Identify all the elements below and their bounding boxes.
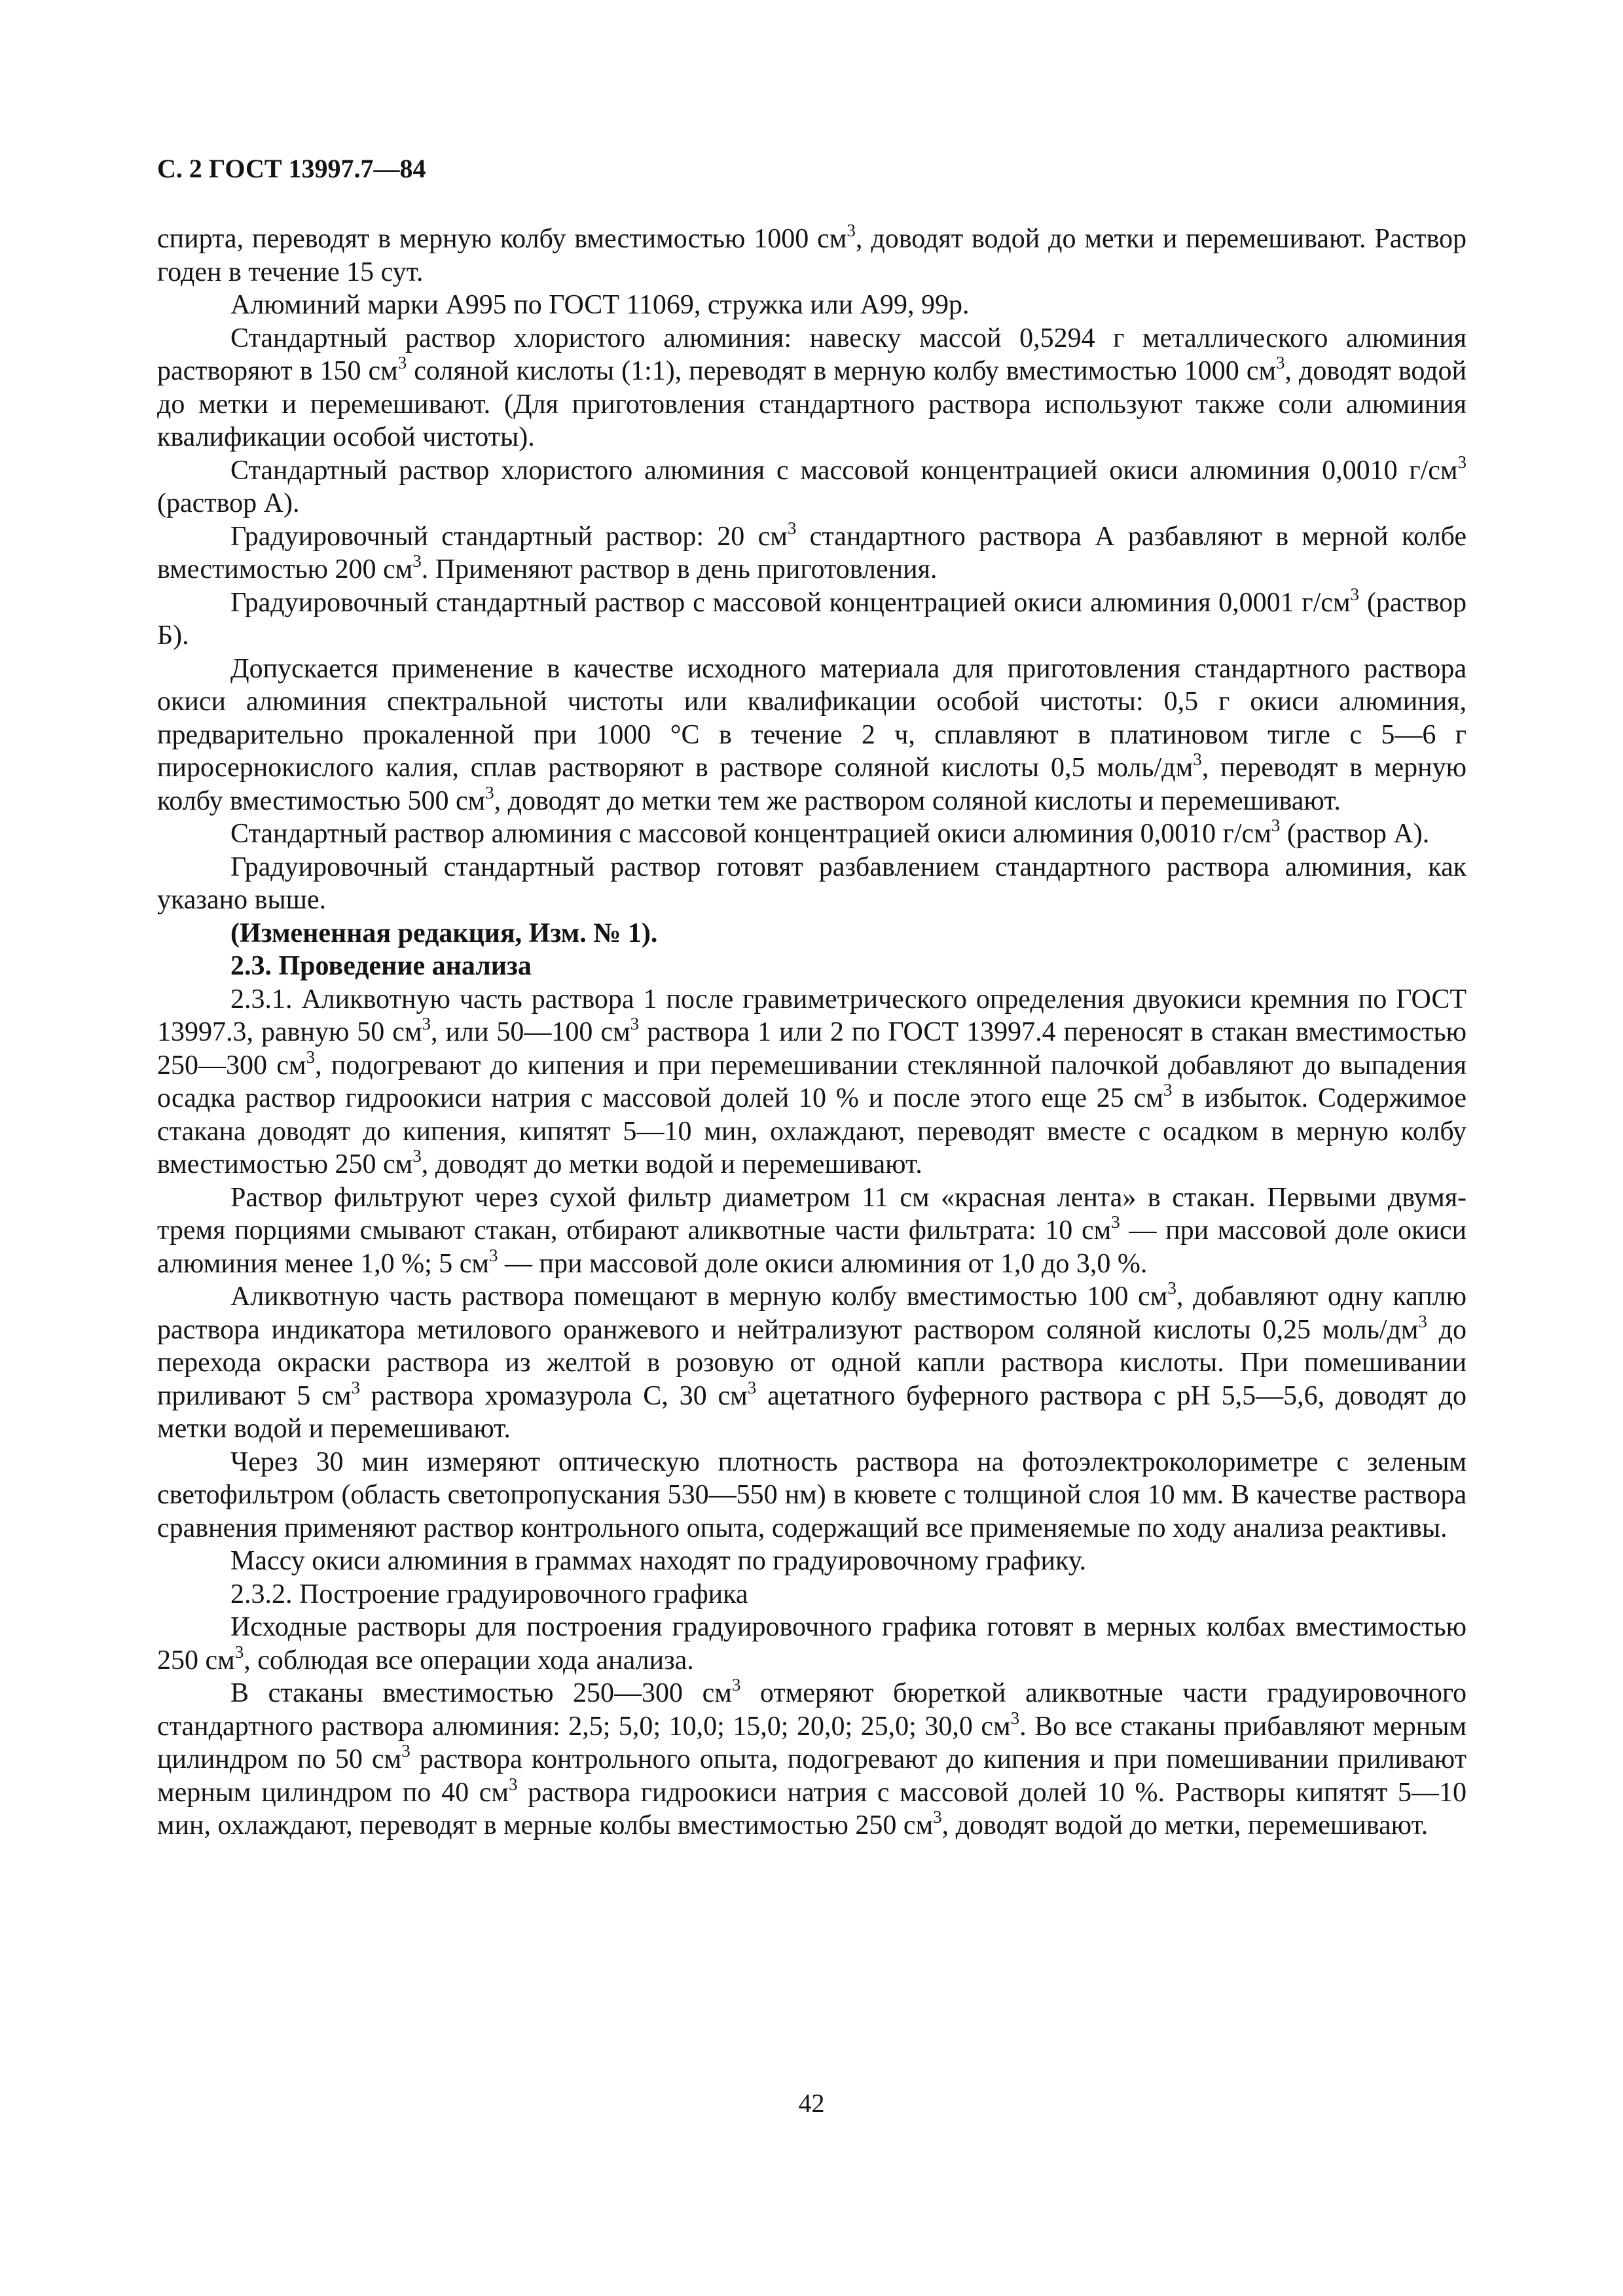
paragraph xyxy=(157,983,1467,1181)
superscript: 3 xyxy=(488,1245,498,1265)
superscript: 3 xyxy=(397,353,407,372)
paragraph xyxy=(157,817,1467,851)
paragraph-text: раствора 1 или 2 по ГОСТ 13997.4 переносят в стакан вместимостью 250—300 см xyxy=(157,1017,1467,1081)
superscript: 3 xyxy=(306,1047,316,1067)
paragraph-text: 2.3.2. Построение градуировочного графика xyxy=(230,1579,748,1609)
superscript: 3 xyxy=(1457,452,1467,472)
paragraph xyxy=(157,520,1467,586)
paragraph-text: Стандартный раствор хлористого алюминия с массовой концентрацией окиси алюминия 0,0010 г/см xyxy=(230,455,1458,486)
paragraph-text: Раствор фильтруют через сухой фильтр диаметром 11 см «красная лента» в стакан. Первыми двумя-тремя порциями смывают стакан, отбирают аликвотные части фильтрата: 10 см xyxy=(157,1182,1467,1246)
paragraph-text: , переводят в мерную колбу вместимостью 500 см xyxy=(157,753,1467,816)
superscript: 3 xyxy=(1193,749,1202,769)
superscript: 3 xyxy=(1271,816,1281,835)
superscript: 3 xyxy=(630,1014,640,1033)
superscript: 3 xyxy=(1163,1080,1173,1100)
paragraph-text: , добавляют одну каплю раствора индикатора метилового оранжевого и нейтрализуют раствором соляной кислоты 0,25 моль/дм xyxy=(157,1282,1467,1345)
body-text xyxy=(157,223,1467,1842)
paragraph xyxy=(157,454,1467,520)
running-header: С. 2 ГОСТ 13997.7—84 xyxy=(157,154,426,183)
page-number: 42 xyxy=(798,2089,825,2118)
paragraph-text: Стандартный раствор алюминия с массовой концентрацией окиси алюминия 0,0010 г/см xyxy=(230,819,1271,849)
superscript: 3 xyxy=(1350,584,1360,604)
superscript: 3 xyxy=(485,782,494,802)
paragraph-text: стандартного раствора А разбавляют в мерной колбе вместимостью 200 см xyxy=(157,521,1467,584)
superscript: 3 xyxy=(422,1014,431,1033)
paragraph-text: Аликвотную часть раствора помещают в мерную колбу вместимостью 100 см xyxy=(230,1282,1168,1312)
superscript: 3 xyxy=(1167,1278,1176,1298)
paragraph-text: (Измененная редакция, Изм. № 1). xyxy=(230,918,658,948)
paragraph-text: спирта, переводят в мерную колбу вместимостью 1000 см xyxy=(157,224,847,254)
superscript: 3 xyxy=(731,1675,741,1695)
paragraph-text: до перехода окраски раствора из желтой в розовую от одной капли раствора кислоты. При помешивании приливают 5 см xyxy=(157,1314,1467,1411)
paragraph xyxy=(157,1446,1467,1545)
paragraph-text: Алюминий марки А995 по ГОСТ 11069, стружка или А99, 99р. xyxy=(230,290,970,320)
paragraph-text: Градуировочный стандартный раствор с массовой концентрацией окиси алюминия 0,0001 г/см xyxy=(230,587,1351,618)
paragraph xyxy=(157,950,1467,983)
paragraph-text: , соблюдая все операции хода анализа. xyxy=(244,1645,694,1676)
paragraph-text: раствора контрольного опыта, подогревают до кипения и при помешивании приливают мерным цилиндром по 40 см xyxy=(157,1744,1467,1808)
paragraph-text: , доводят до метки водой и перемешивают. xyxy=(421,1149,922,1179)
paragraph-text: — при массовой доле окиси алюминия менее 1,0 %; 5 см xyxy=(157,1215,1467,1279)
paragraph-text: Исходные растворы для построения градуировочного графика готовят в мерных колбах вместимостью 250 см xyxy=(157,1612,1467,1676)
paragraph-text: В стаканы вместимостью 250—300 см xyxy=(230,1678,732,1708)
paragraph-text: (раствор Б). xyxy=(157,587,1467,651)
superscript: 3 xyxy=(1418,1311,1427,1331)
paragraph-text: Градуировочный стандартный раствор: 20 см xyxy=(230,521,788,552)
superscript: 3 xyxy=(1010,1708,1020,1728)
paragraph xyxy=(157,1280,1467,1446)
paragraph xyxy=(157,1578,1467,1611)
paragraph-text: , доводят водой до метки, перемешивают. xyxy=(941,1810,1429,1840)
paragraph-text: (раствор А). xyxy=(1280,819,1430,849)
paragraph xyxy=(157,1181,1467,1281)
paragraph-text: Через 30 мин измеряют оптическую плотность раствора на фотоэлектроколориметре с зеленым светофильтром (область светопропускания 530—550 нм) в кювете с толщиной слоя 10 мм. В качестве раствора сравнения применяют раствор контрольного опыта, содержащий все применяемые по ходу анализа реактивы. xyxy=(157,1446,1467,1543)
paragraph-text: соляной кислоты (1:1), переводят в мерную колбу вместимостью 1000 см xyxy=(407,356,1277,386)
paragraph-text: Градуировочный стандартный раствор готовят разбавлением стандартного раствора алюминия, как указано выше. xyxy=(157,852,1467,915)
paragraph-text: , доводят водой до метки и перемешивают. Раствор годен в течение 15 сут. xyxy=(157,224,1467,287)
paragraph-text: . Применяют раствор в день приготовления. xyxy=(421,554,938,584)
superscript: 3 xyxy=(787,518,797,538)
paragraph-text: ацетатного буферного раствора с рН 5,5—5,6, доводят до метки водой и перемешивают. xyxy=(157,1380,1467,1444)
superscript: 3 xyxy=(933,1807,942,1827)
superscript: 3 xyxy=(412,1146,422,1166)
superscript: 3 xyxy=(234,1641,244,1662)
paragraph-text: . Во все стаканы прибавляют мерным цилиндром по 50 см xyxy=(157,1711,1467,1774)
paragraph-text: Допускается применение в качестве исходного материала для приготовления стандартного раствора окиси алюминия спектральной чистоты или квалификации особой чистоты: 0,5 г окиси алюминия, предварительно прокаленной при 1000 °С в течение 2 ч, сплавляют в платиновом тигле с 5—6 г пиросернокислого калия, сплав растворяют в растворе соляной кислоты 0,5 моль/дм xyxy=(157,653,1467,783)
superscript: 3 xyxy=(509,1774,518,1794)
paragraph-text: в избыток. Содержимое стакана доводят до кипения, кипятят 5—10 мин, охлаждают, переводят вместе с осадком в мерную колбу вместимостью 250 см xyxy=(157,1083,1467,1179)
paragraph xyxy=(157,1545,1467,1578)
paragraph-text: Массу окиси алюминия в граммах находят по градуировочному графику. xyxy=(230,1546,1087,1576)
paragraph-text: 2.3. Проведение анализа xyxy=(230,951,532,981)
paragraph xyxy=(157,1611,1467,1677)
superscript: 3 xyxy=(412,551,422,571)
paragraph-text: раствора гидроокиси натрия с массовой долей 10 %. Растворы кипятят 5—10 мин, охлаждают, переводят в мерные колбы вместимостью 250 см xyxy=(157,1777,1467,1840)
paragraph-text: Стандартный раствор хлористого алюминия: навеску массой 0,5294 г металлического алюминия растворяют в 150 см xyxy=(157,323,1467,386)
paragraph xyxy=(157,1677,1467,1842)
paragraph xyxy=(157,289,1467,322)
paragraph-text: отмеряют бюреткой аликвотные части градуировочного стандартного раствора алюминия: 2,5; 5,0; 10,0; 15,0; 20,0; 25,0; 30,0 см xyxy=(157,1678,1467,1742)
superscript: 3 xyxy=(847,221,856,240)
paragraph-text: , подогревают до кипения и при перемешивании стеклянной палочкой добавляют до выпадения осадка раствор гидроокиси натрия с массовой долей 10 % и после этого еще 25 см xyxy=(157,1050,1467,1113)
paragraph-text: , или 50—100 см xyxy=(431,1017,630,1047)
paragraph-text: , доводят водой до метки и перемешивают. (Для приготовления стандартного раствора используют также соли алюминия квалификации особой чистоты). xyxy=(157,356,1467,452)
superscript: 3 xyxy=(401,1741,410,1761)
paragraph-text: (раствор А). xyxy=(157,488,300,518)
paragraph-text: раствора хромазурола С, 30 см xyxy=(359,1380,748,1411)
paragraph xyxy=(157,653,1467,818)
paragraph-text: — при массовой доле окиси алюминия от 1,0 до 3,0 %. xyxy=(498,1248,1148,1279)
paragraph xyxy=(157,917,1467,950)
paragraph-text: 2.3.1. Аликвотную часть раствора 1 после гравиметрического определения двуокиси кремния по ГОСТ 13997.3, равную 50 см xyxy=(157,984,1467,1047)
superscript: 3 xyxy=(747,1377,757,1397)
paragraph-text: , доводят до метки тем же раствором соляной кислоты и перемешивают. xyxy=(494,785,1341,816)
superscript: 3 xyxy=(351,1377,360,1397)
paragraph xyxy=(157,586,1467,653)
paragraph xyxy=(157,851,1467,917)
superscript: 3 xyxy=(1276,353,1285,372)
superscript: 3 xyxy=(1111,1212,1120,1232)
paragraph xyxy=(157,223,1467,289)
paragraph xyxy=(157,322,1467,454)
